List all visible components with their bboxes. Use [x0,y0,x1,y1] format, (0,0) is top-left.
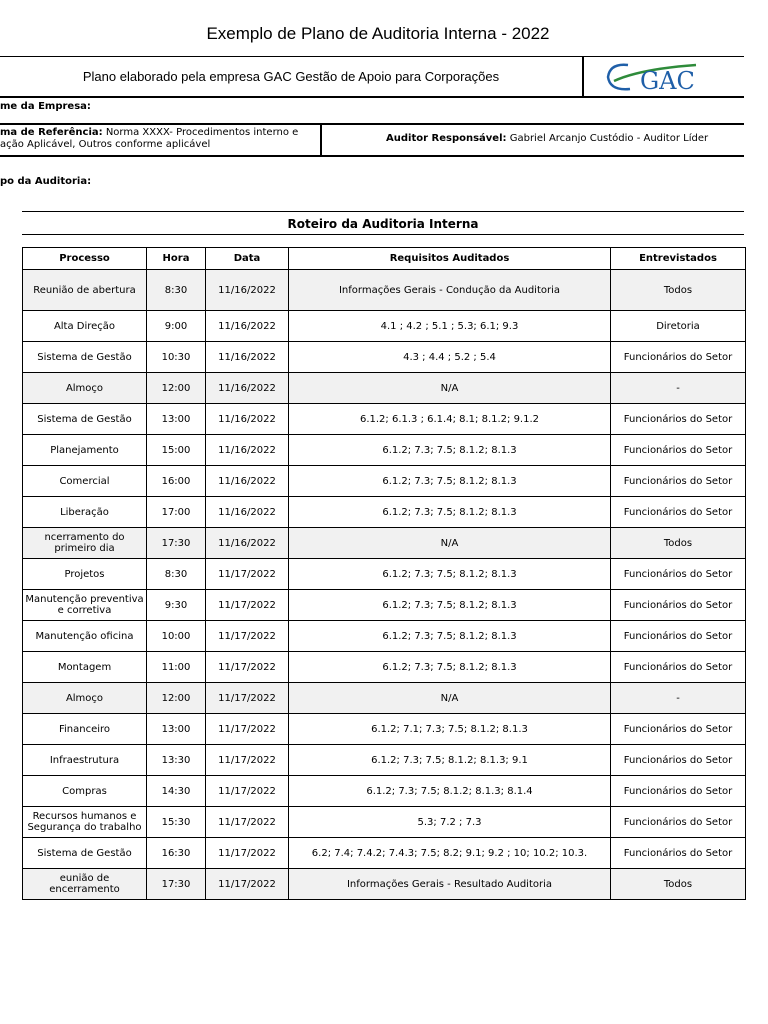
cell-hora: 16:30 [147,838,206,869]
cell-data: 11/17/2022 [206,776,289,807]
cell-data: 11/17/2022 [206,559,289,590]
cell-hora: 14:30 [147,776,206,807]
cell-entrevistados: Funcionários do Setor [611,590,746,621]
cell-requisitos: 4.3 ; 4.4 ; 5.2 ; 5.4 [289,342,611,373]
cell-data: 11/16/2022 [206,342,289,373]
cell-processo: ncerramento do primeiro dia [23,528,147,559]
cell-processo: Recursos humanos e Segurança do trabalho [23,807,147,838]
cell-hora: 9:00 [147,311,206,342]
gac-logo [600,59,720,95]
cell-hora: 9:30 [147,590,206,621]
reference-box [0,123,744,157]
cell-requisitos: Informações Gerais - Resultado Auditoria [289,869,611,900]
cell-entrevistados: Funcionários do Setor [611,807,746,838]
norma-value-line1: Norma XXXX- Procedimentos interno e [105,127,299,138]
cell-processo: Reunião de abertura [23,270,147,311]
cell-processo: Almoço [23,373,147,404]
cell-requisitos: 6.1.2; 7.3; 7.5; 8.1.2; 8.1.3 [289,497,611,528]
cell-hora: 12:00 [147,373,206,404]
cell-hora: 8:30 [147,559,206,590]
table-row [23,404,746,435]
cell-hora: 17:30 [147,869,206,900]
table-row [23,714,746,745]
cell-processo: eunião de encerramento [23,869,147,900]
cell-hora: 10:00 [147,621,206,652]
cell-data: 11/17/2022 [206,869,289,900]
cell-hora: 13:00 [147,404,206,435]
cell-entrevistados: Funcionários do Setor [611,404,746,435]
cell-data: 11/17/2022 [206,714,289,745]
cell-hora: 16:00 [147,466,206,497]
cell-processo: Compras [23,776,147,807]
escopo-label: po da Auditoria: [0,176,92,187]
table-row [23,528,746,559]
auditor-cell [386,133,708,144]
cell-processo: Alta Direção [23,311,147,342]
cell-requisitos: 6.1.2; 7.3; 7.5; 8.1.2; 8.1.3 [289,590,611,621]
table-row [23,497,746,528]
cell-requisitos: 6.1.2; 7.3; 7.5; 8.1.2; 8.1.3 [289,559,611,590]
cell-requisitos: 6.1.2; 7.1; 7.3; 7.5; 8.1.2; 8.1.3 [289,714,611,745]
cell-data: 11/16/2022 [206,311,289,342]
cell-entrevistados: - [611,683,746,714]
cell-requisitos: 6.1.2; 6.1.3 ; 6.1.4; 8.1; 8.1.2; 9.1.2 [289,404,611,435]
cell-requisitos: 4.1 ; 4.2 ; 5.1 ; 5.3; 6.1; 9.3 [289,311,611,342]
table-row [23,776,746,807]
cell-entrevistados: Diretoria [611,311,746,342]
audit-schedule-table [22,247,746,900]
cell-hora: 12:00 [147,683,206,714]
cell-entrevistados: - [611,373,746,404]
cell-data: 11/17/2022 [206,621,289,652]
table-row [23,683,746,714]
cell-requisitos: 6.1.2; 7.3; 7.5; 8.1.2; 8.1.3; 8.1.4 [289,776,611,807]
cell-entrevistados: Funcionários do Setor [611,745,746,776]
table-body [23,270,746,900]
cell-entrevistados: Funcionários do Setor [611,652,746,683]
table-row [23,435,746,466]
table-row [23,373,746,404]
norma-value-line2: ação Aplicável, Outros conforme aplicável [0,139,211,150]
cell-data: 11/16/2022 [206,466,289,497]
cell-data: 11/17/2022 [206,590,289,621]
cell-processo: Infraestrutura [23,745,147,776]
logo-text: GAC [640,67,695,95]
table-row [23,311,746,342]
table-row [23,270,746,311]
cell-requisitos: 6.1.2; 7.3; 7.5; 8.1.2; 8.1.3; 9.1 [289,745,611,776]
cell-hora: 15:30 [147,807,206,838]
cell-entrevistados: Funcionários do Setor [611,435,746,466]
cell-hora: 15:00 [147,435,206,466]
header-processo: Processo [23,248,147,270]
cell-requisitos: N/A [289,683,611,714]
table-row [23,869,746,900]
cell-entrevistados: Funcionários do Setor [611,621,746,652]
norma-label: ma de Referência: [0,127,103,138]
cell-entrevistados: Funcionários do Setor [611,776,746,807]
cell-processo: Sistema de Gestão [23,838,147,869]
cell-processo: Sistema de Gestão [23,404,147,435]
table-row [23,621,746,652]
cell-entrevistados: Todos [611,869,746,900]
cell-processo: Montagem [23,652,147,683]
cell-entrevistados: Todos [611,528,746,559]
table-row [23,559,746,590]
cell-data: 11/16/2022 [206,497,289,528]
cell-requisitos: 6.1.2; 7.3; 7.5; 8.1.2; 8.1.3 [289,435,611,466]
cell-data: 11/16/2022 [206,528,289,559]
header-hora: Hora [147,248,206,270]
empresa-label: me da Empresa: [0,101,91,112]
cell-entrevistados: Funcionários do Setor [611,559,746,590]
table-row [23,652,746,683]
cell-processo: Comercial [23,466,147,497]
roteiro-title: Roteiro da Auditoria Interna [22,211,744,235]
table-row [23,745,746,776]
norma-cell [0,125,322,155]
cell-requisitos: 5.3; 7.2 ; 7.3 [289,807,611,838]
cell-entrevistados: Funcionários do Setor [611,497,746,528]
auditor-label: Auditor Responsável: [386,133,507,144]
cell-data: 11/17/2022 [206,838,289,869]
header-subtitle: Plano elaborado pela empresa GAC Gestão de Apoio para Corporações [0,57,584,96]
cell-hora: 13:00 [147,714,206,745]
cell-hora: 13:30 [147,745,206,776]
cell-hora: 10:30 [147,342,206,373]
cell-requisitos: N/A [289,373,611,404]
auditor-value: Gabriel Arcanjo Custódio - Auditor Líder [509,133,709,144]
cell-processo: Planejamento [23,435,147,466]
cell-hora: 11:00 [147,652,206,683]
table-row [23,590,746,621]
cell-entrevistados: Funcionários do Setor [611,838,746,869]
table-row [23,838,746,869]
cell-requisitos: 6.1.2; 7.3; 7.5; 8.1.2; 8.1.3 [289,621,611,652]
cell-processo: Sistema de Gestão [23,342,147,373]
header-data: Data [206,248,289,270]
cell-requisitos: 6.1.2; 7.3; 7.5; 8.1.2; 8.1.3 [289,466,611,497]
cell-data: 11/17/2022 [206,807,289,838]
table-row [23,342,746,373]
cell-requisitos: 6.2; 7.4; 7.4.2; 7.4.3; 7.5; 8.2; 9.1; 9.2 ; 10; 10.2; 10.3. [289,838,611,869]
cell-hora: 17:00 [147,497,206,528]
header-entrevistados: Entrevistados [611,248,746,270]
cell-data: 11/17/2022 [206,652,289,683]
table-header-row [23,248,746,270]
cell-data: 11/16/2022 [206,373,289,404]
cell-data: 11/16/2022 [206,404,289,435]
cell-entrevistados: Funcionários do Setor [611,714,746,745]
cell-data: 11/17/2022 [206,745,289,776]
cell-requisitos: Informações Gerais - Condução da Auditoria [289,270,611,311]
cell-processo: Almoço [23,683,147,714]
cell-processo: Liberação [23,497,147,528]
cell-data: 11/16/2022 [206,270,289,311]
header-box [0,56,744,98]
cell-processo: Manutenção oficina [23,621,147,652]
document-title: Exemplo de Plano de Auditoria Interna - 2022 [206,24,550,43]
table-row [23,807,746,838]
header-requisitos: Requisitos Auditados [289,248,611,270]
table-row [23,466,746,497]
cell-processo: Financeiro [23,714,147,745]
cell-entrevistados: Todos [611,270,746,311]
cell-entrevistados: Funcionários do Setor [611,342,746,373]
cell-hora: 8:30 [147,270,206,311]
cell-hora: 17:30 [147,528,206,559]
cell-entrevistados: Funcionários do Setor [611,466,746,497]
cell-data: 11/17/2022 [206,683,289,714]
cell-processo: Manutenção preventiva e corretiva [23,590,147,621]
cell-processo: Projetos [23,559,147,590]
cell-data: 11/16/2022 [206,435,289,466]
cell-requisitos: 6.1.2; 7.3; 7.5; 8.1.2; 8.1.3 [289,652,611,683]
cell-requisitos: N/A [289,528,611,559]
